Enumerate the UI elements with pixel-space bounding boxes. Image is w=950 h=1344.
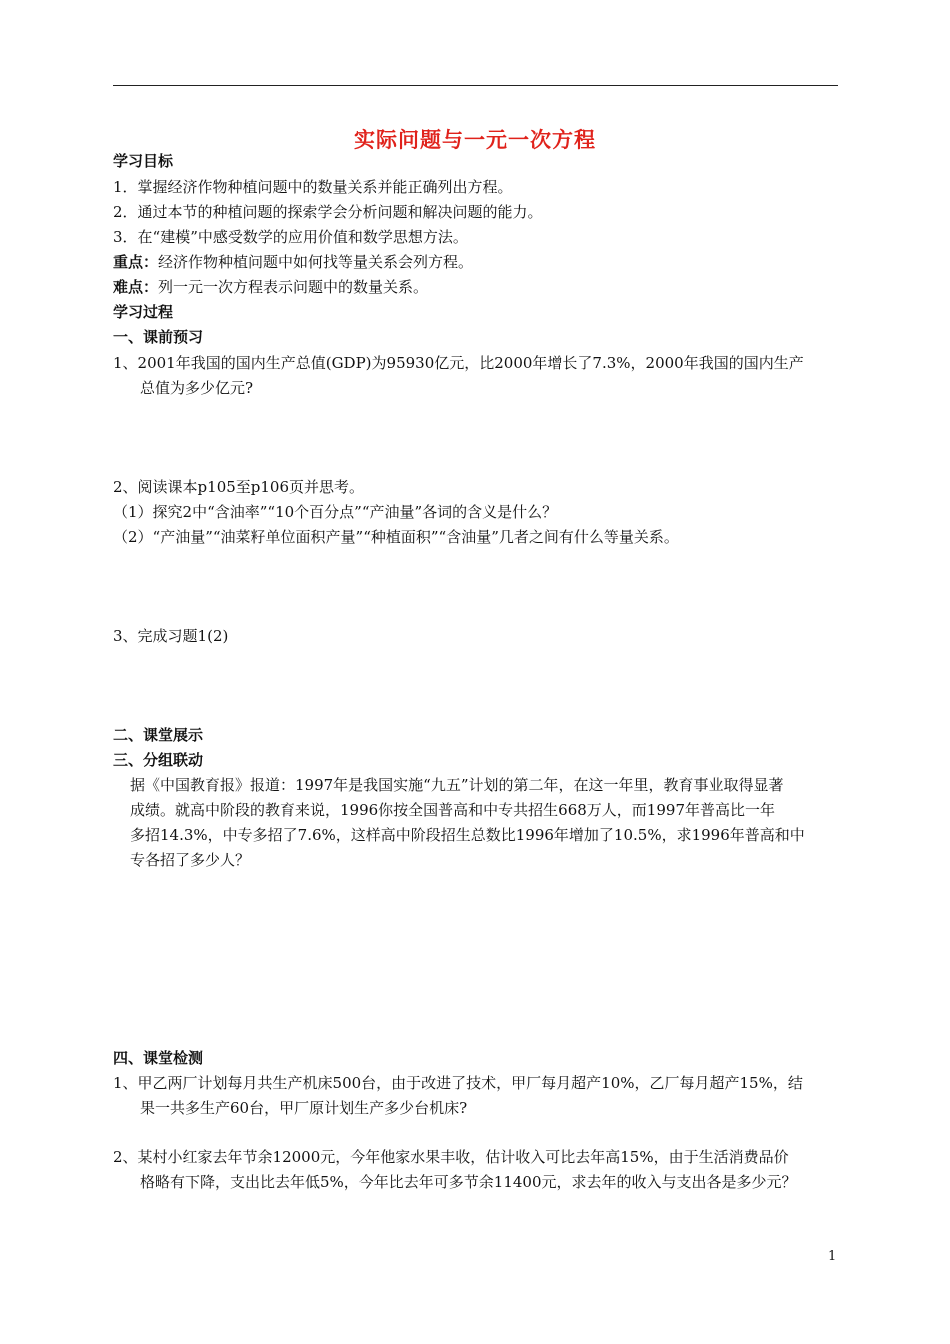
test-heading: 四、课堂检测 [113,1049,204,1067]
key-point-text: 经济作物种植问题中如何找等量关系会列方程。 [158,253,474,271]
group-problem-line: 多招14.3%，中专多招了7.6%，这样高中阶段招生总数比1996年增加了10.5%，求1996年普高和中 [130,826,805,844]
preview-question-1: 1、2001年我国的国内生产总值(GDP)为95930亿元，比2000年增长了7.3%，2000年我国的国内生产 [113,354,804,372]
group-problem-line: 成绩。就高中阶段的教育来说，1996你按全国普高和中专共招生668万人，而1997年普高比一年 [130,801,775,819]
preview-question-2: 2、阅读课本p105至p106页并思考。 [113,478,365,496]
objectives-heading: 学习目标 [113,152,174,170]
preview-question-1-cont: 总值为多少亿元? [140,379,254,397]
test-question-2: 2、某村小红家去年节余12000元，今年他家水果丰收，估计收入可比去年高15%，由于生活消费品价 [113,1148,789,1166]
test-question-2-cont: 格略有下降，支出比去年低5%，今年比去年可多节余11400元，求去年的收入与支出各是多少元？ [140,1173,797,1191]
page-number: 1 [828,1249,837,1264]
preview-question-2-sub2: （2）“产油量”“油菜籽单位面积产量”“种植面积”“含油量”几者之间有什么等量关系。 [113,528,679,546]
difficulty-text: 列一元一次方程表示问题中的数量关系。 [158,278,429,296]
preview-question-2-sub1: （1）探究2中“含油率”“10个百分点”“产油量”各词的含义是什么？ [113,503,558,521]
preview-heading: 一、课前预习 [113,328,204,346]
page-title: 实际问题与一元一次方程 [354,127,596,152]
group-problem-line: 专各招了多少人？ [130,851,251,869]
objective-item: 1．掌握经济作物种植问题中的数量关系并能正确列出方程。 [113,178,513,196]
difficulty-label: 难点： [113,278,159,296]
objective-item: 3．在“建模”中感受数学的应用价值和数学思想方法。 [113,228,468,246]
group-problem-line: 据《中国教育报》报道：1997年是我国实施“九五”计划的第二年，在这一年里，教育事业取得显著 [130,776,784,794]
key-point [113,253,473,271]
test-question-1: 1、甲乙两厂计划每月共生产机床500台，由于改进了技术，甲厂每月超产10%，乙厂每月超产15%，结 [113,1074,803,1092]
process-heading: 学习过程 [113,303,174,321]
test-question-1-cont: 果一共多生产60台，甲厂原计划生产多少台机床? [140,1099,468,1117]
group-heading: 三、分组联动 [113,751,204,769]
display-heading: 二、课堂展示 [113,726,204,744]
key-point-label: 重点： [113,253,159,271]
difficulty-point [113,278,428,296]
header-rule [113,85,838,86]
preview-question-3: 3、完成习题1(2) [113,627,229,645]
objective-item: 2．通过本节的种植问题的探索学会分析问题和解决问题的能力。 [113,203,543,221]
